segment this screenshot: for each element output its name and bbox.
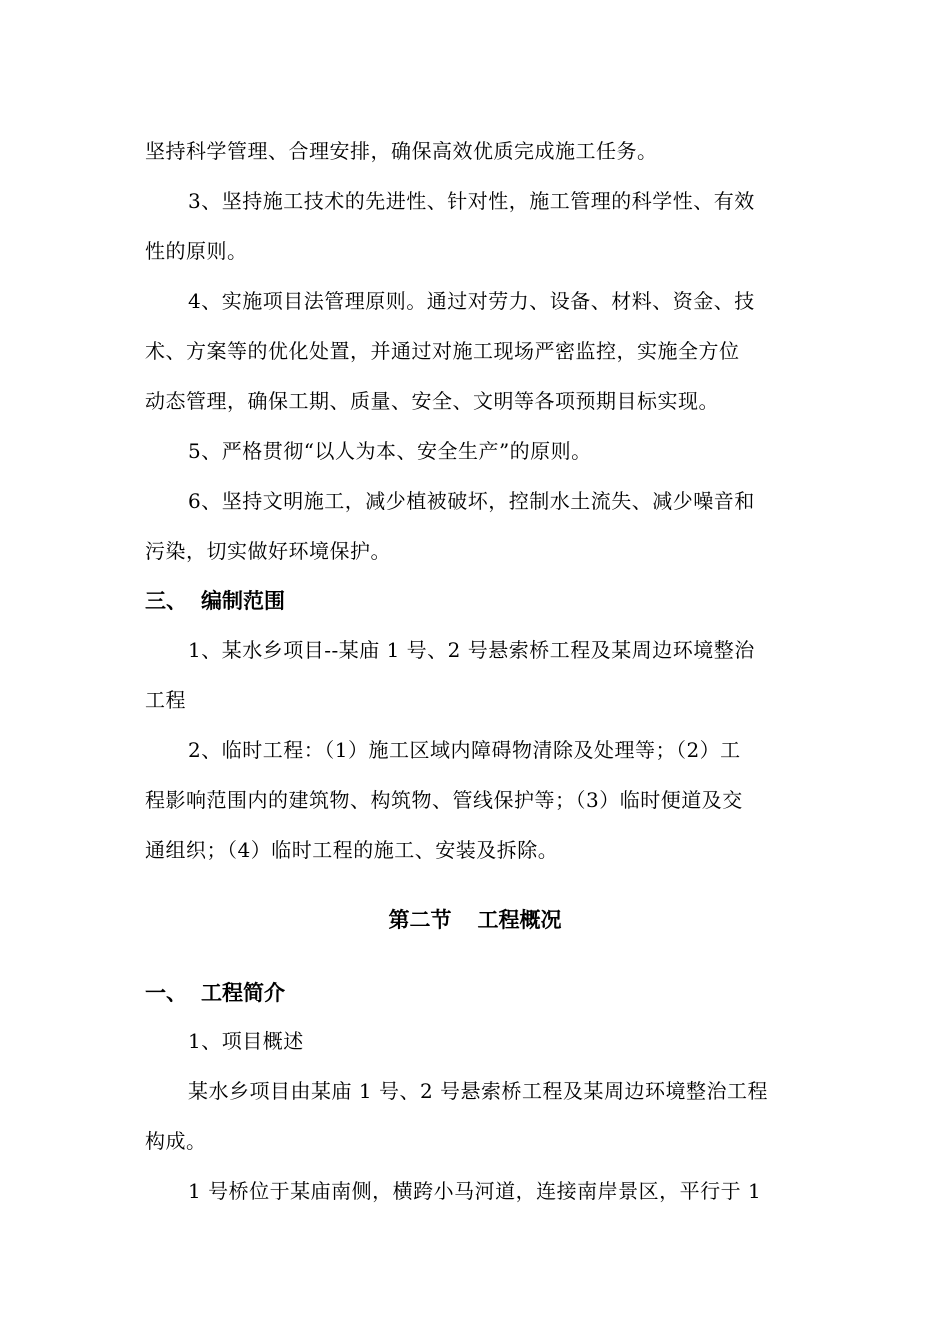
- paragraph-line: 通组织；（4）临时工程的施工、安装及拆除。: [145, 838, 559, 862]
- paragraph-line: 2、临时工程：（1）施工区域内障碍物清除及处理等；（2）工: [188, 738, 741, 762]
- section-heading: [145, 588, 285, 614]
- heading-title: 工程简介: [201, 981, 285, 1005]
- paragraph-line: 性的原则。: [145, 239, 248, 263]
- paragraph-line: 坚持科学管理、合理安排，确保高效优质完成施工任务。: [145, 139, 658, 163]
- paragraph-line: 构成。: [145, 1129, 207, 1153]
- section-title: [0, 907, 950, 933]
- paragraph-line: 4、实施项目法管理原则。通过对劳力、设备、材料、资金、技: [188, 289, 755, 313]
- heading-title: 编制范围: [201, 589, 285, 613]
- paragraph-line: 工程: [145, 688, 186, 712]
- paragraph-line: 6、坚持文明施工，减少植被破坏，控制水土流失、减少噪音和: [188, 489, 755, 513]
- paragraph-line: 程影响范围内的建筑物、构筑物、管线保护等；（3）临时便道及交: [145, 788, 743, 812]
- paragraph-line: 1、某水乡项目--某庙 1 号、2 号悬索桥工程及某周边环境整治: [188, 638, 755, 662]
- section-name: 工程概况: [477, 908, 562, 932]
- paragraph-line: 1、项目概述: [188, 1029, 304, 1053]
- section-number: 第二节: [388, 908, 452, 932]
- paragraph-line: 5、严格贯彻“以人为本、安全生产”的原则。: [188, 439, 592, 463]
- heading-number: 三、: [145, 589, 187, 613]
- paragraph-line: 3、坚持施工技术的先进性、针对性，施工管理的科学性、有效: [188, 189, 755, 213]
- paragraph-line: 术、方案等的优化处置，并通过对施工现场严密监控，实施全方位: [145, 339, 740, 363]
- paragraph-line: 污染，切实做好环境保护。: [145, 539, 391, 563]
- heading-number: 一、: [145, 981, 187, 1005]
- paragraph-line: 动态管理，确保工期、质量、安全、文明等各项预期目标实现。: [145, 389, 719, 413]
- paragraph-line: 某水乡项目由某庙 1 号、2 号悬索桥工程及某周边环境整治工程: [188, 1079, 769, 1103]
- paragraph-line: 1 号桥位于某庙南侧，横跨小马河道，连接南岸景区，平行于 1: [188, 1179, 762, 1203]
- section-heading: [145, 980, 285, 1006]
